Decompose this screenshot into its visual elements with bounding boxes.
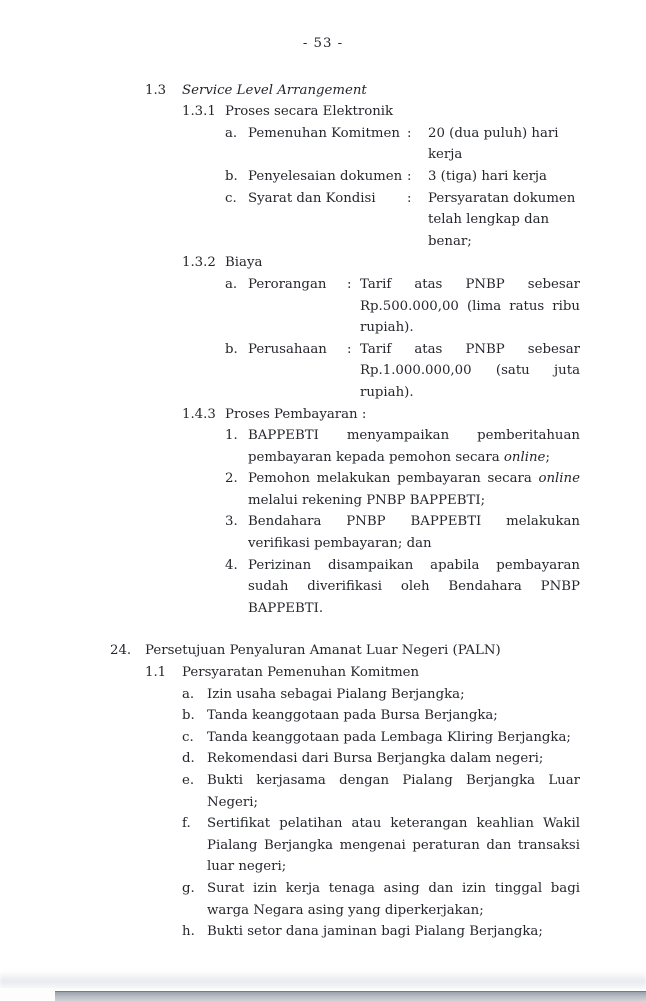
subsection-1-3-1-heading bbox=[182, 101, 646, 123]
item-text: Tanda keanggotaan pada Bursa Berjangka; bbox=[207, 708, 498, 724]
scan-corner-patch bbox=[0, 988, 55, 1000]
subsection-number: 1.1 bbox=[145, 665, 167, 681]
subsection-1-3-2-heading bbox=[182, 252, 646, 274]
item-label: Perusahaan bbox=[248, 341, 327, 357]
requirement-row bbox=[182, 813, 646, 878]
item-text: Sertifikat pelatihan atau keterangan keahlian Wakil Pialang Berjangka mengenai peraturan dan transaksi luar negeri; bbox=[207, 816, 580, 875]
requirement-row bbox=[182, 770, 646, 813]
section-title: Service Level Arrangement bbox=[182, 82, 367, 98]
section-number: 1.3 bbox=[145, 82, 167, 98]
item-letter: f. bbox=[182, 816, 191, 832]
item-letter: a. bbox=[225, 125, 238, 141]
item-colon: : bbox=[347, 341, 352, 357]
item-number: 2. bbox=[225, 471, 238, 487]
item-letter: d. bbox=[182, 751, 195, 767]
item-letter: b. bbox=[225, 168, 238, 184]
payment-step-row bbox=[225, 511, 646, 554]
item-value: Tarif atas PNBP sebesar Rp.1.000.000,00 (satu juta rupiah). bbox=[360, 341, 580, 400]
section-number: 24. bbox=[110, 643, 132, 659]
item-text: Bukti setor dana jaminan bagi Pialang Berjangka; bbox=[207, 924, 543, 940]
item-text: Surat izin kerja tenaga asing dan izin tinggal bagi warga Negara asing yang diperkerjakan; bbox=[207, 880, 580, 918]
item-letter: g. bbox=[182, 880, 195, 896]
item-label: Pemenuhan Komitmen bbox=[248, 125, 400, 141]
section-24-heading bbox=[110, 640, 646, 662]
item-number: 3. bbox=[225, 514, 238, 530]
item-colon: : bbox=[407, 190, 412, 206]
item-label: Perorangan bbox=[248, 276, 327, 292]
sla-item-row bbox=[225, 188, 646, 253]
item-colon: : bbox=[407, 125, 412, 141]
item-colon: : bbox=[347, 276, 352, 292]
section-1-3-heading bbox=[145, 80, 646, 102]
item-letter: b. bbox=[225, 341, 238, 357]
subsection-title: Persyaratan Pemenuhan Komitmen bbox=[182, 665, 420, 681]
item-value: 20 (dua puluh) hari kerja bbox=[428, 125, 559, 163]
item-letter: a. bbox=[225, 276, 238, 292]
item-number: 1. bbox=[225, 428, 238, 444]
item-text: Bendahara PNBP BAPPEBTI melakukan verifikasi pembayaran; dan bbox=[248, 514, 580, 552]
item-value: 3 (tiga) hari kerja bbox=[428, 168, 547, 184]
sla-item-row bbox=[225, 166, 646, 188]
item-text: Tanda keanggotaan pada Lembaga Kliring Berjangka; bbox=[207, 729, 571, 745]
italic-term: online bbox=[503, 449, 546, 465]
item-text: Perizinan disampaikan apabila pembayaran sudah diverifikasi oleh Bendahara PNBP BAPPEBTI. bbox=[248, 557, 580, 616]
item-text: BAPPEBTI menyampaikan pemberitahuan pembayaran kepada pemohon secara online; bbox=[248, 428, 580, 465]
item-text: Rekomendasi dari Bursa Berjangka dalam negeri; bbox=[207, 751, 544, 767]
item-letter: a. bbox=[182, 686, 195, 702]
subsection-number: 1.4.3 bbox=[182, 406, 216, 422]
requirement-row bbox=[182, 705, 646, 727]
fee-item-row bbox=[225, 274, 646, 339]
item-label: Penyelesaian dokumen bbox=[248, 168, 403, 184]
subsection-title: Proses Pembayaran : bbox=[225, 406, 367, 422]
item-value: Persyaratan dokumen telah lengkap dan benar; bbox=[428, 190, 576, 249]
section-24 bbox=[0, 640, 646, 942]
payment-step-row bbox=[225, 468, 646, 511]
item-letter: c. bbox=[182, 729, 194, 745]
requirement-row bbox=[182, 878, 646, 921]
subsection-title: Proses secara Elektronik bbox=[225, 104, 394, 120]
item-text: Izin usaha sebagai Pialang Berjangka; bbox=[207, 686, 465, 702]
item-number: 4. bbox=[225, 557, 238, 573]
item-letter: h. bbox=[182, 924, 195, 940]
item-text: Pemohon melakukan pembayaran secara online melalui rekening PNBP BAPPEBTI; bbox=[248, 471, 580, 508]
subsection-1-1-heading bbox=[145, 662, 646, 684]
page-number: - 53 - bbox=[302, 36, 344, 51]
item-label: Syarat dan Kondisi bbox=[248, 190, 376, 206]
italic-term: online bbox=[538, 471, 580, 487]
requirement-row bbox=[182, 727, 646, 749]
payment-step-row bbox=[225, 555, 646, 620]
item-colon: : bbox=[407, 168, 412, 184]
sla-item-row bbox=[225, 123, 646, 166]
requirement-row bbox=[182, 748, 646, 770]
item-letter: b. bbox=[182, 708, 195, 724]
subsection-number: 1.3.1 bbox=[182, 104, 216, 120]
item-value: Tarif atas PNBP sebesar Rp.500.000,00 (lima ratus ribu rupiah). bbox=[360, 276, 580, 336]
fee-item-row bbox=[225, 339, 646, 404]
item-letter: c. bbox=[225, 190, 237, 206]
item-text: Bukti kerjasama dengan Pialang Berjangka Luar Negeri; bbox=[207, 773, 580, 810]
subsection-title: Biaya bbox=[225, 255, 263, 271]
item-letter: e. bbox=[182, 773, 195, 788]
subsection-number: 1.3.2 bbox=[182, 255, 216, 271]
subsection-1-4-3-heading bbox=[182, 404, 646, 426]
requirement-row bbox=[182, 684, 646, 706]
scan-shadow-band bbox=[0, 971, 646, 989]
requirement-row bbox=[182, 921, 646, 943]
section-title: Persetujuan Penyaluran Amanat Luar Negeri (PALN) bbox=[145, 643, 501, 659]
payment-step-row bbox=[225, 425, 646, 468]
